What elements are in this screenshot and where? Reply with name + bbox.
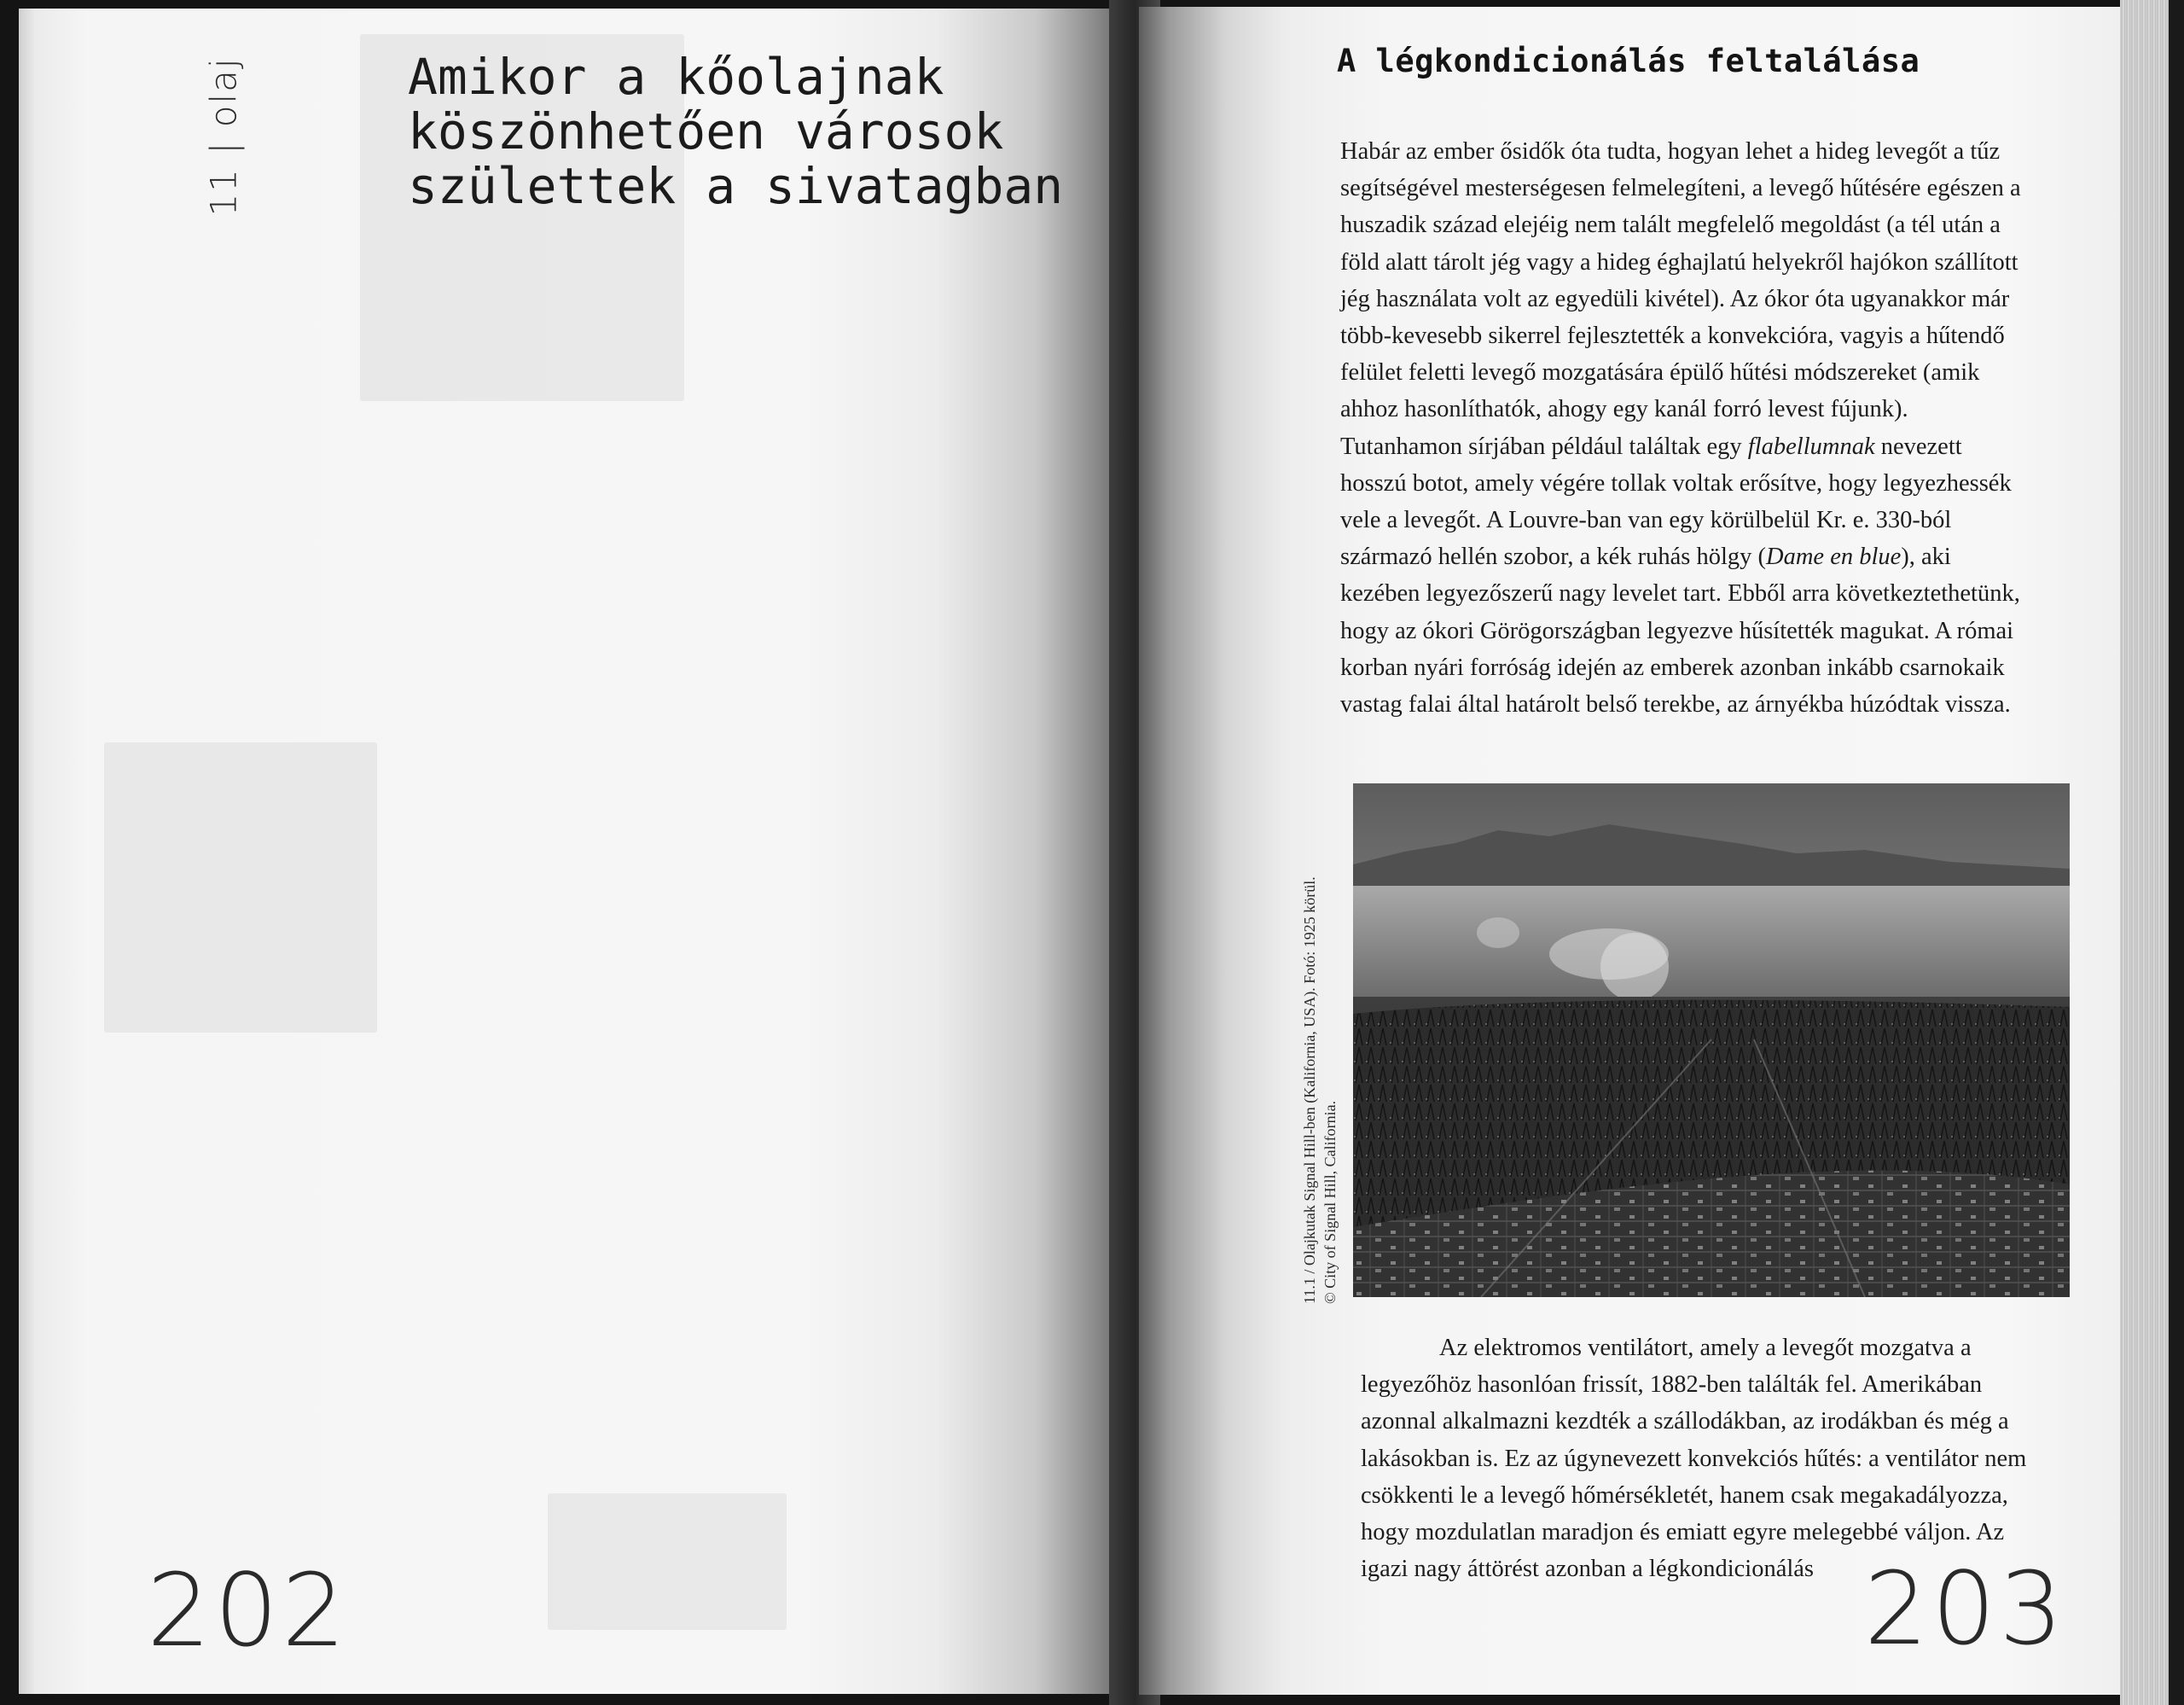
- text-run: nevezett hosszú botot, amely végére tollak voltak erősítve, hogy legyezhessék vele a levegőt. A Louvre-ban van egy körülbelül Kr. e. 330-ból származó hellén szobor, a kék ruhás hölgy (: [1340, 433, 2012, 571]
- text-run: Habár az ember ősidők óta tudta, hogyan lehet a hideg levegőt a tűz segítségével mesterségesen felmelegíteni, a levegő hűtésére egészen a huszadik század elejéig nem talált megfelelő megoldást (a tél után a föld alatt tárolt jég vagy a hideg éghajlatú helyekről hajókon szállított jég használata volt az egyedüli kivétel). Az ókor óta ugyanakkor már több-kevesebb sikerrel fejlesztették a konvekcióra, vagyis a hűtendő felület feletti levegő mozgatására épülő hűtési módszereket (amik ahhoz hasonlíthatók, ahogy egy kanál forró levest fújunk). Tutanhamon sírjában például találtak egy: [1340, 138, 2021, 460]
- italic-term: Dame en blue: [1766, 544, 1902, 571]
- page-number-left: 202: [147, 1551, 350, 1669]
- chapter-title: [408, 49, 1133, 213]
- right-page: [1139, 7, 2120, 1695]
- chapter-title-line: köszönhetően városok: [408, 102, 1004, 160]
- italic-term: flabellumnak: [1747, 433, 1875, 460]
- oil-fields-photo: [1353, 783, 2070, 1297]
- figure-caption: [1299, 792, 1340, 1304]
- chapter-title-line: Amikor a kőolajnak: [408, 48, 944, 106]
- show-through-text: [548, 1493, 787, 1630]
- text-run: ), aki kezében legyezőszerű nagy levelet tart. Ebből arra következtethetünk, hogy az ókori Görögországban legyezve hűsítették magukat. A római korban nyári forróság idején az emberek azonban inkább csarnokaik vastag falai által határolt belső terekbe, az árnyékba húzódtak vissza.: [1340, 544, 2020, 719]
- body-paragraph: Az elektromos ventilátort, amely a levegőt mozgatva a legyezőhöz hasonlóan frissít, 1882-ben találták fel. Amerikában azonnal alkalmazni kezdték a szállodákban, az irodákban és még a lakásokban is. Ez az úgynevezett konvekciós hűtés: a ventilátor nem csökkenti le a levegő hőmérsékletét, hanem csak megakadályozza, hogy mozdulatlan maradjon és emiatt egyre melegebbé váljon. Az igazi nagy áttörést azonban a légkondicionálás: [1361, 1335, 2027, 1583]
- chapter-tab: [189, 43, 258, 239]
- page-number-right: 203: [1864, 1550, 2067, 1667]
- book-page-edges: [2120, 0, 2184, 1705]
- caption-line: 11.1 / Olajkutak Signal Hill-ben (Kalifornia, USA). Fotó: 1925 körül.: [1301, 876, 1318, 1304]
- show-through-text: [104, 742, 377, 1033]
- body-paragraph: [1340, 133, 2031, 723]
- chapter-title-line: születtek a sivatagban: [408, 157, 1064, 215]
- caption-line: © City of Signal Hill, California.: [1321, 1100, 1339, 1304]
- left-page: [19, 9, 1136, 1694]
- photo-image: [1353, 783, 2070, 1297]
- chapter-tab-label: 11 | olaj: [202, 56, 245, 217]
- section-heading: A légkondicionálás feltalálása: [1337, 43, 1920, 79]
